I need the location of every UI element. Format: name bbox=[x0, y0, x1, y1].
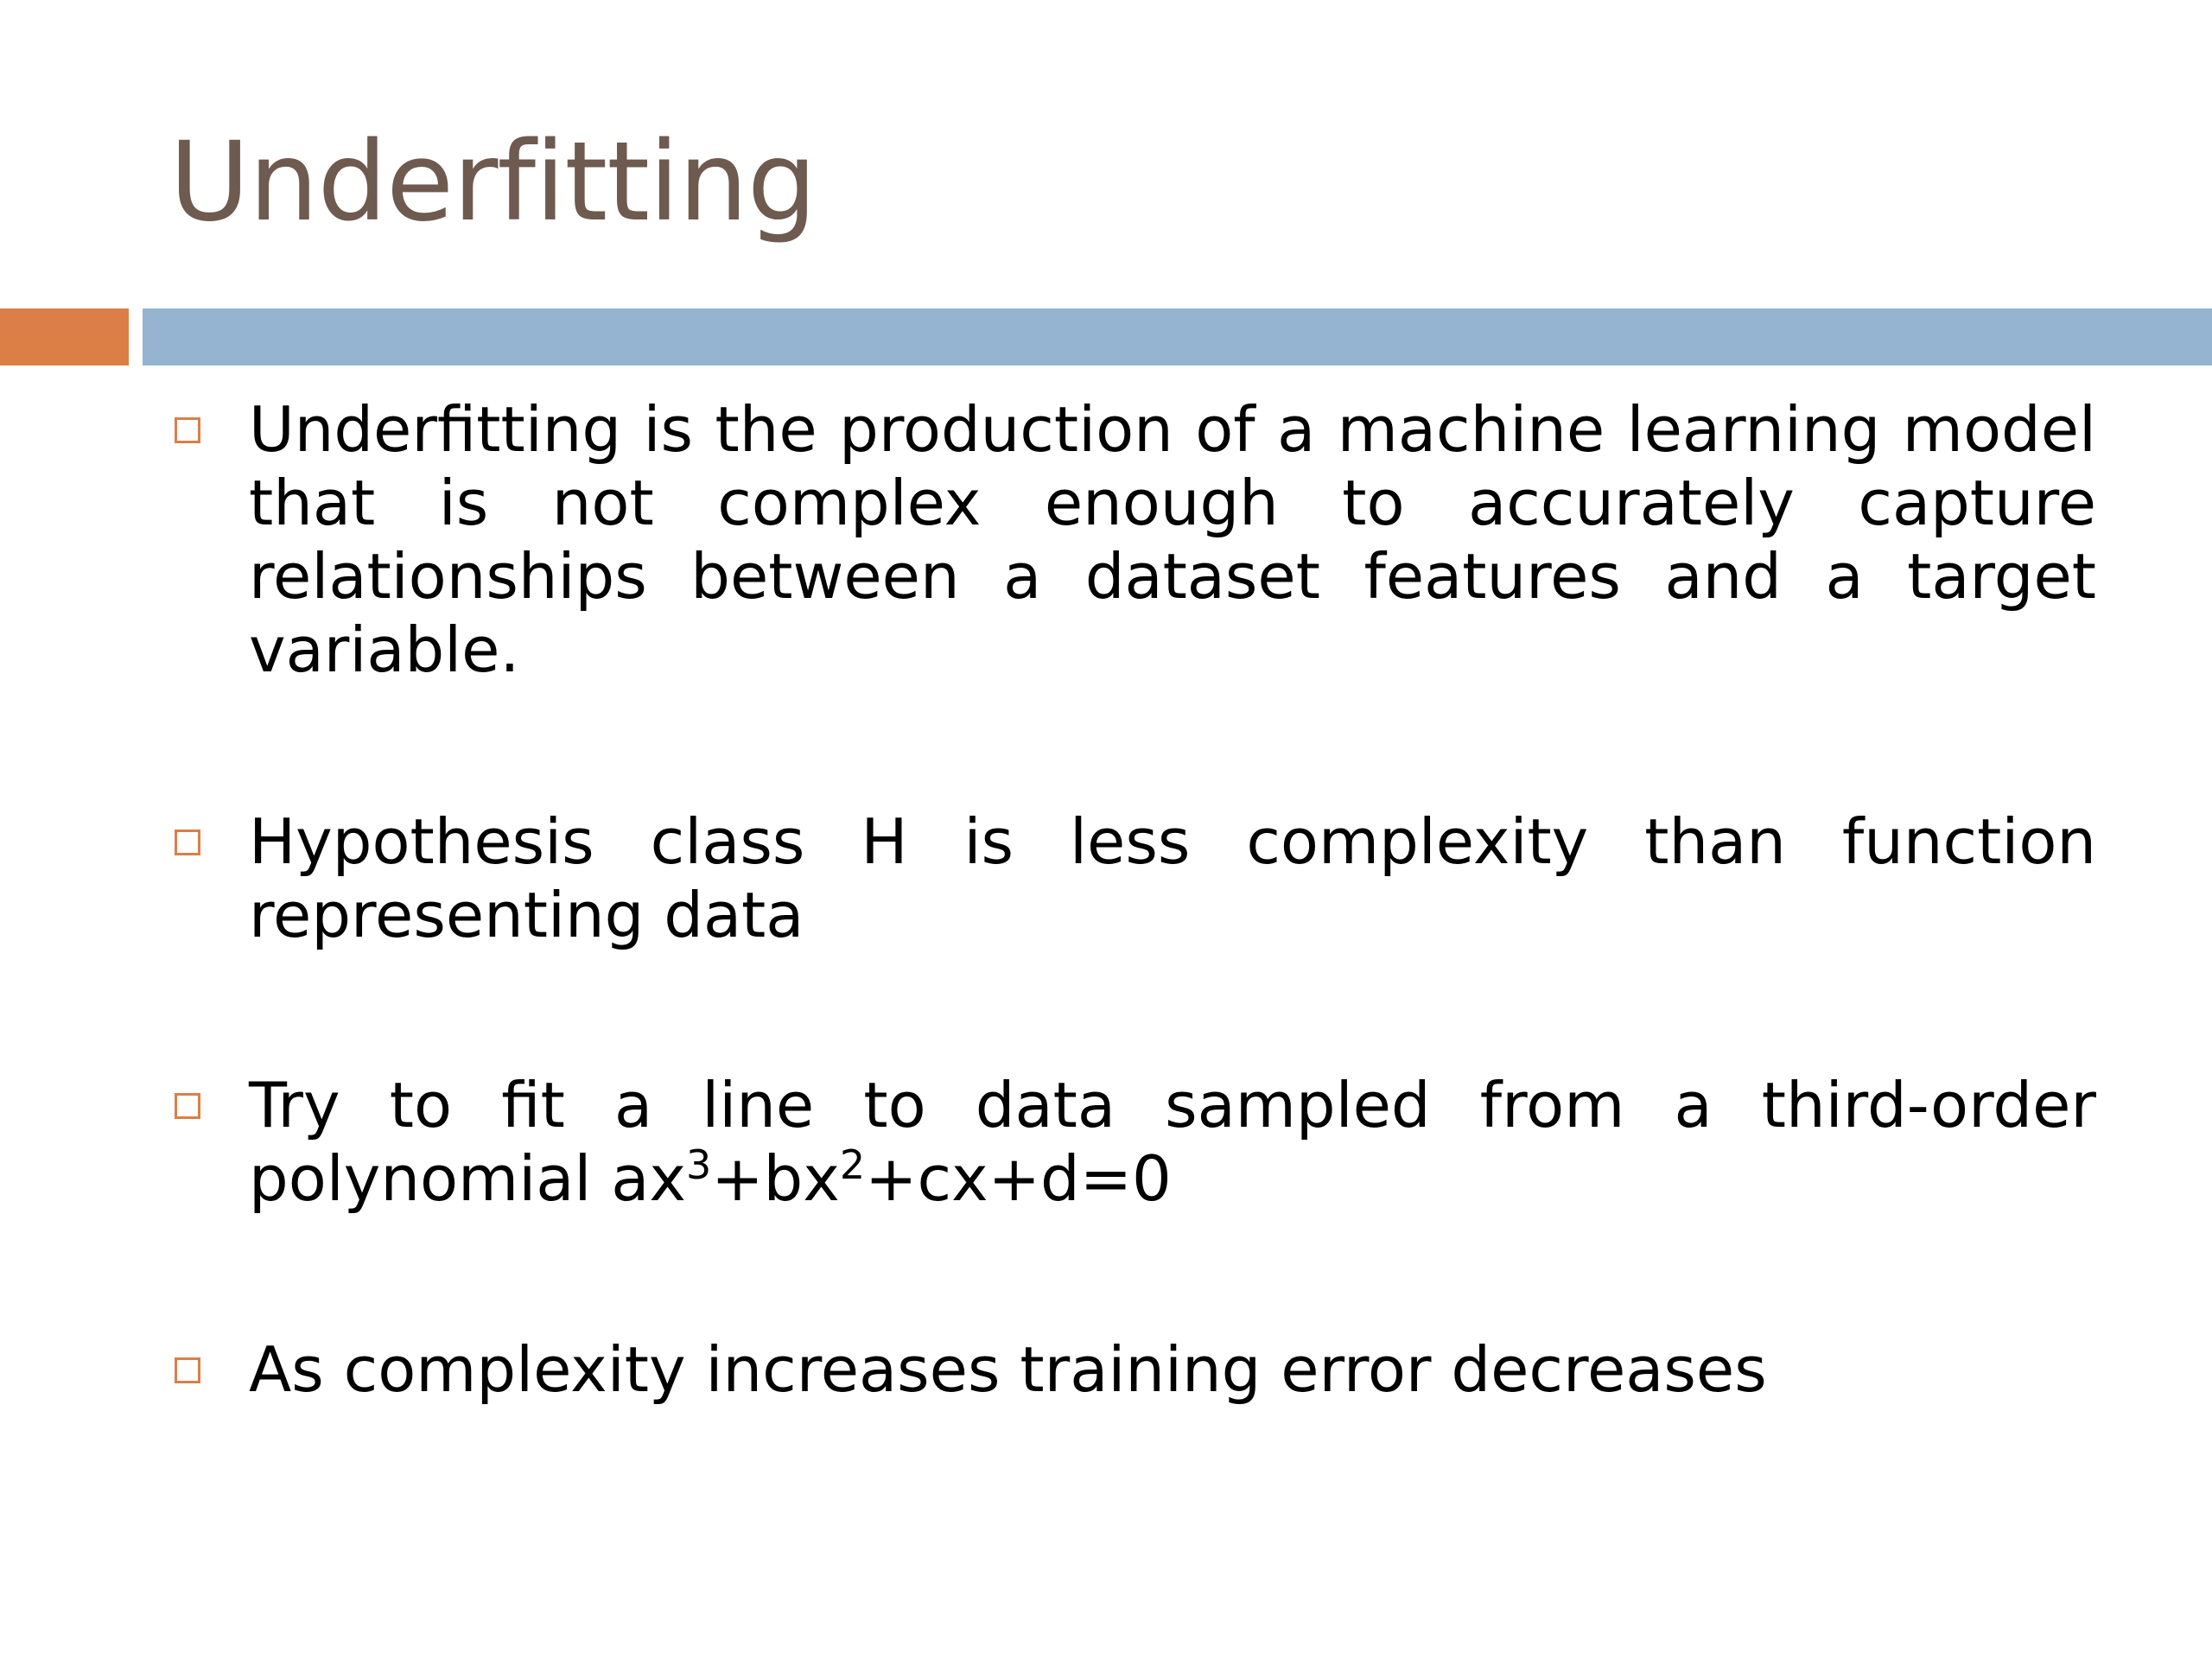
square-bullet-icon bbox=[175, 417, 200, 443]
square-bullet-icon bbox=[175, 1093, 200, 1119]
bullet-text: As complexity increases training error decreases bbox=[249, 1333, 1767, 1406]
title-rule-bar bbox=[143, 308, 2212, 365]
accent-bar bbox=[0, 308, 129, 365]
polynomial-text-prefix: Try to fit a line to data sampled from a third-order polynomial ax bbox=[249, 1069, 2096, 1215]
bullet-text: Underfitting is the production of a machine learning model that is not complex enough to accurately capture relationships between a dataset features and a target variable. bbox=[249, 393, 2096, 686]
exponent-squared: 2 bbox=[839, 1141, 866, 1188]
slide-title: Underfitting bbox=[169, 118, 817, 245]
polynomial-text-mid: +bx bbox=[711, 1142, 840, 1215]
bullet-text-polynomial bbox=[249, 1069, 2096, 1216]
exponent-cubed: 3 bbox=[685, 1141, 712, 1188]
polynomial-text-suffix: +cx+d=0 bbox=[865, 1142, 1172, 1215]
square-bullet-icon bbox=[175, 830, 200, 855]
bullet-text: Hypothesis class H is less complexity than function representing data bbox=[249, 805, 2096, 951]
square-bullet-icon bbox=[175, 1357, 200, 1383]
